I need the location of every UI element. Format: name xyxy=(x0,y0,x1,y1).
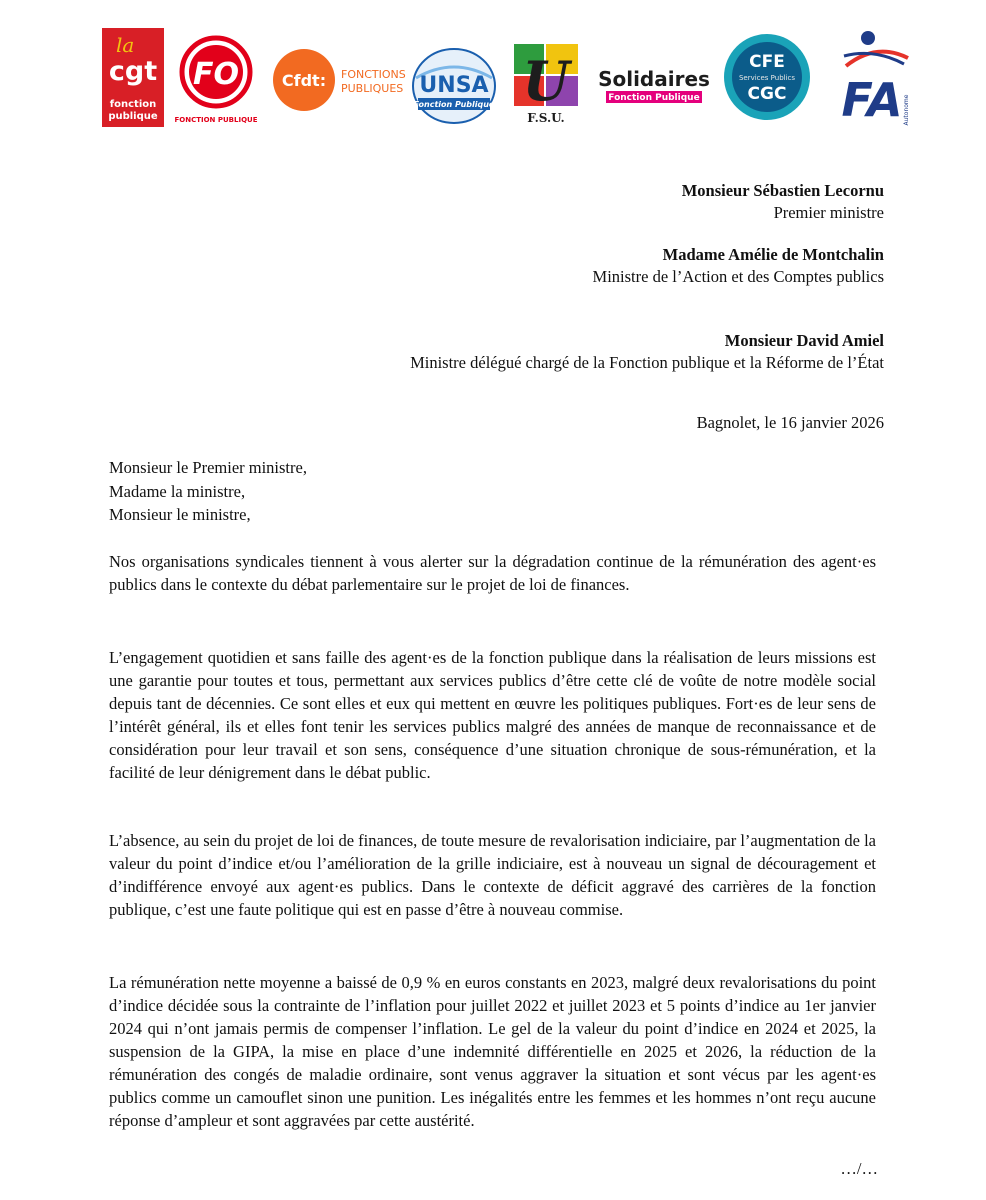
fa-logo xyxy=(838,28,914,127)
cgt-logo-sub1: fonction xyxy=(109,99,157,110)
salutation-line: Monsieur le ministre, xyxy=(109,505,251,524)
fo-logo xyxy=(176,34,256,126)
cfe-logo-top: CFE xyxy=(749,52,785,72)
cfdt-logo-sub2: PUBLIQUES xyxy=(341,82,404,95)
recipient-block xyxy=(593,244,884,288)
cfe-logo-middle: Services Publics xyxy=(738,74,796,82)
cfdt-logo-main: Cfdt: xyxy=(281,71,327,90)
cgt-logo-sub2: publique xyxy=(108,111,158,122)
fsu-logo-main: U xyxy=(522,49,570,113)
fsu-logo-sub: F.S.U. xyxy=(527,111,565,125)
recipient-block xyxy=(410,330,884,374)
paragraph: La rémunération nette moyenne a baissé de 0,9 % en euros constants en 2023, malgré deux revalorisations du point d’indice décidée sous la contrainte de l’inflation pour juillet 2022 et juillet 2023 et 5 points d’indice au 1er janvier 2024 qui n’ont jamais permis de compenser l’inflation. Le gel de la valeur du point d’indice en 2024 et 2025, la suspension de la GIPA, la mise en place d’une indemnité différentielle en 2025 et 2026, la réduction de la rémunération des congés de maladie ordinaire, sont venus aggraver la situation et sont vécus par les agent·es publics comme un camouflet sinon une punition. Les inégalités entre les femmes et les hommes n’ont reçu aucune réponse d’ampleur et sont aggravées par cette austérité. xyxy=(109,973,876,1130)
cfdt-logo xyxy=(272,47,406,113)
salutation xyxy=(109,456,307,527)
cfdt-logo-sub1: FONCTIONS xyxy=(341,68,406,81)
paragraph: Nos organisations syndicales tiennent à vous alerter sur la dégradation continue de la rémunération des agent·es publics dans le contexte du débat parlementaire sur le projet de loi de finances. xyxy=(109,552,876,594)
recipient-name: Madame Amélie de Montchalin xyxy=(662,245,884,264)
unsa-logo-sub: Fonction Publique xyxy=(413,100,495,109)
fo-logo-sub: FONCTION PUBLIQUE xyxy=(174,116,258,124)
fa-logo-sub: Autonome xyxy=(903,94,910,126)
unsa-logo xyxy=(412,48,496,126)
fsu-logo xyxy=(510,42,582,126)
cgt-logo-main: cgt xyxy=(108,56,158,87)
salutation-line: Monsieur le Premier ministre, xyxy=(109,458,307,477)
solidaires-logo xyxy=(598,60,710,108)
continuation-mark: …/… xyxy=(840,1159,878,1178)
unsa-logo-main: UNSA xyxy=(419,73,489,98)
recipient-name: Monsieur David Amiel xyxy=(724,331,884,350)
solidaires-logo-sub: Fonction Publique xyxy=(608,93,700,103)
recipient-title: Ministre de l’Action et des Comptes publics xyxy=(592,267,884,286)
cfe-cgc-logo xyxy=(722,33,812,121)
fo-logo-main: FO xyxy=(193,57,239,92)
cgt-logo-top: la xyxy=(116,33,135,57)
paragraph: L’engagement quotidien et sans faille des agent·es de la fonction publique dans la réalisation de leurs missions est une garantie pour toutes et tous, permettant aux services publics d’être cette clé de voûte de notre modèle social depuis tant de décennies. Ce sont elles et eux qui mettent en œuvre les politiques publiques. Fort·es de leur sens de l’intérêt général, ils et elles font tenir les services publics malgré des années de manque de reconnaissance et de considération pour leur travail et son sens, conséquence d’une situation chronique de sous-rémunération, et la facilité de leur dénigrement dans le débat public. xyxy=(109,648,876,782)
fa-logo-main: FA xyxy=(841,73,903,127)
recipient-block xyxy=(682,180,884,224)
cfe-logo-bottom: CGC xyxy=(747,84,787,104)
union-logos xyxy=(0,0,986,140)
recipient-title: Premier ministre xyxy=(773,203,884,222)
recipient-title: Ministre délégué chargé de la Fonction publique et la Réforme de l’État xyxy=(410,353,884,372)
paragraph: L’absence, au sein du projet de loi de finances, de toute mesure de revalorisation indiciaire, par l’augmentation de la valeur du point d’indice et/ou l’amélioration de la grille indiciaire, est à nouveau un signal de découragement et d’indifférence envoyé aux agent·es publics. Dans le contexte de déficit aggravé des carrières de la fonction publique, c’est une faute politique qui est en passe d’être à nouveau commise. xyxy=(109,831,876,919)
solidaires-logo-main: Solidaires xyxy=(598,67,710,91)
cgt-logo xyxy=(102,28,164,127)
letter-date: Bagnolet, le 16 janvier 2026 xyxy=(696,413,884,432)
recipient-name: Monsieur Sébastien Lecornu xyxy=(681,181,884,200)
salutation-line: Madame la ministre, xyxy=(109,481,246,501)
